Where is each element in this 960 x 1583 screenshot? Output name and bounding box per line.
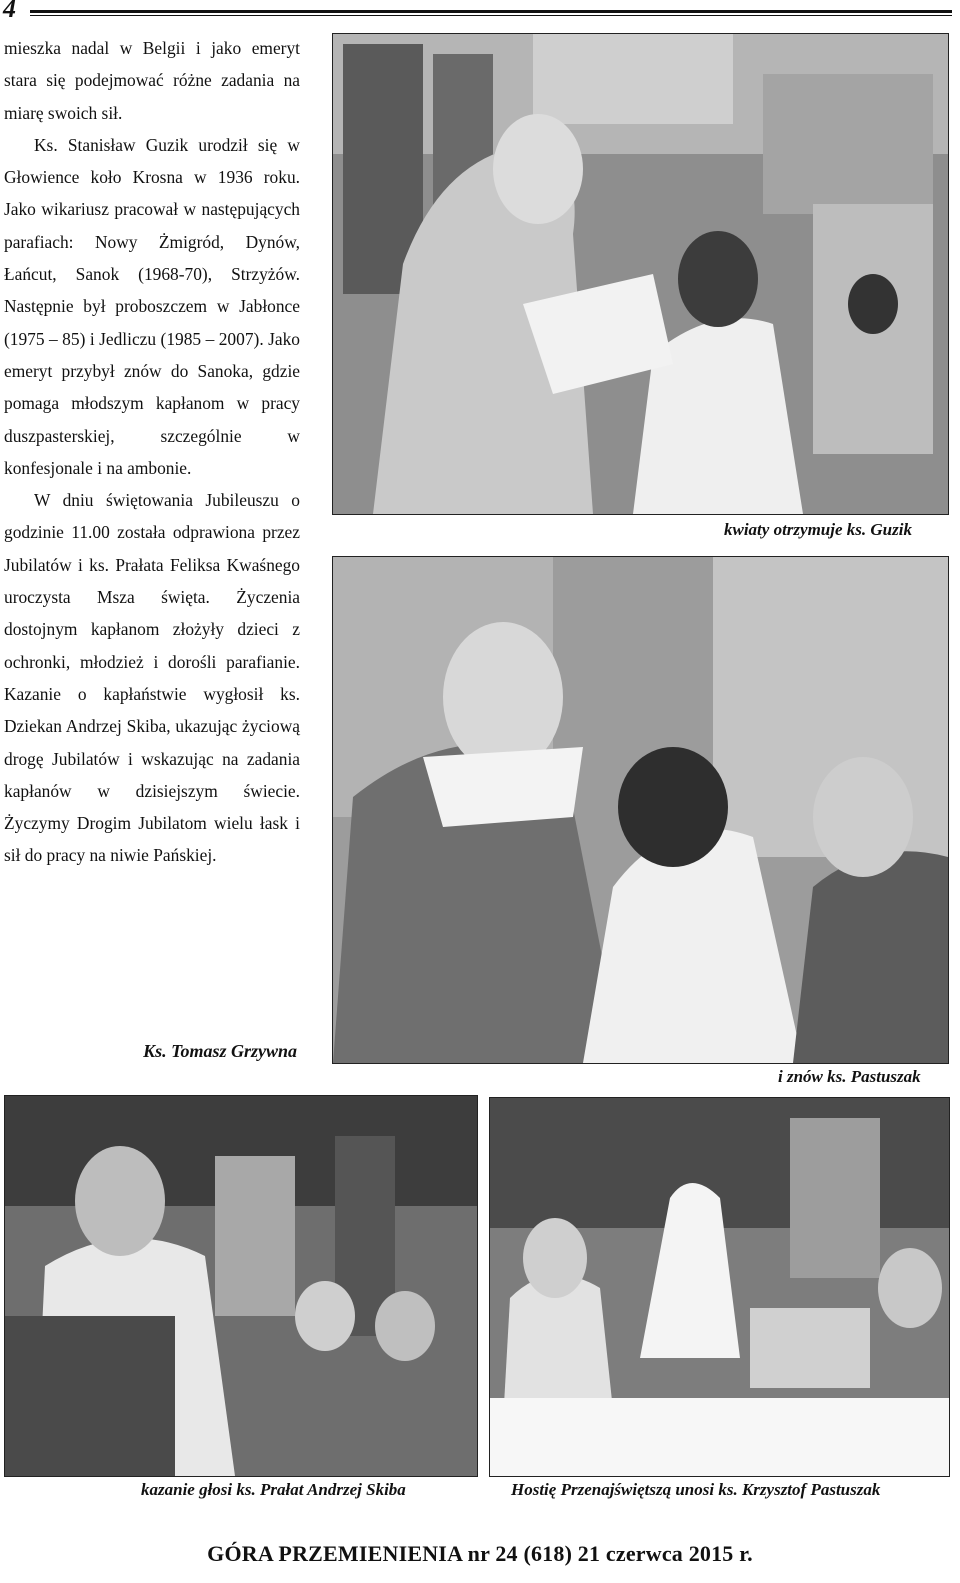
photo-host [489,1097,950,1477]
photo-pastuszak-again [332,556,949,1064]
paragraph-2: Ks. Stanisław Guzik urodził się w Głowience koło Krosna w 1936 roku. Jako wikariusz pracował w następujących parafiach: Nowy Żmigród, Dynów, Łańcut, Sanok (1968-70), Strzyżów. Następnie był proboszczem w Jabłonce (1975 – 85) i Jedliczu (1985 – 2007). Jako emeryt przybył znów do Sanoka, gdzie pomaga młodszym kapłanom w pracy duszpasterskiej, szczególnie w konfesjonale i na ambonie. [4,134,300,478]
paragraph-1: mieszka nadal w Belgii i jako emeryt stara się podejmować różne zadania na miarę swoich sił. [4,38,300,123]
article-body [4,32,300,872]
paragraph-3: W dniu świętowania Jubileuszu o godzinie 11.00 została odprawiona przez Jubilatów i ks. Prałata Feliksa Kwaśnego uroczysta Msza święta. Życzenia dostojnym kapłanom złożyły dzieci z ochronki, młodzież i dorośli parafianie. Kazanie o kapłaństwie wygłosił ks. Dziekan Andrzej Skiba, ukazując życiową drogę Jubilatów i wskazując na zadania kapłanów w dzisiejszym świecie. Życzymy Drogim Jubilatom wielu łask i sił do pracy na niwie Pańskiej. [4,490,300,866]
page-number: 4 [3,0,16,23]
caption-host: Hostię Przenajświętszą unosi ks. Krzysztof Pastuszak [511,1480,881,1499]
article-author: Ks. Tomasz Grzywna [143,1041,297,1061]
photo-sermon [4,1095,478,1477]
caption-sermon: kazanie głosi ks. Prałat Andrzej Skiba [141,1480,406,1499]
caption-flowers: kwiaty otrzymuje ks. Guzik [724,520,912,539]
caption-pastuszak-again: i znów ks. Pastuszak [778,1067,921,1086]
header-rule [30,10,952,16]
photo-flowers [332,33,949,515]
footer-publication: GÓRA PRZEMIENIENIA nr 24 (618) 21 czerwca 2015 r. [207,1541,753,1566]
